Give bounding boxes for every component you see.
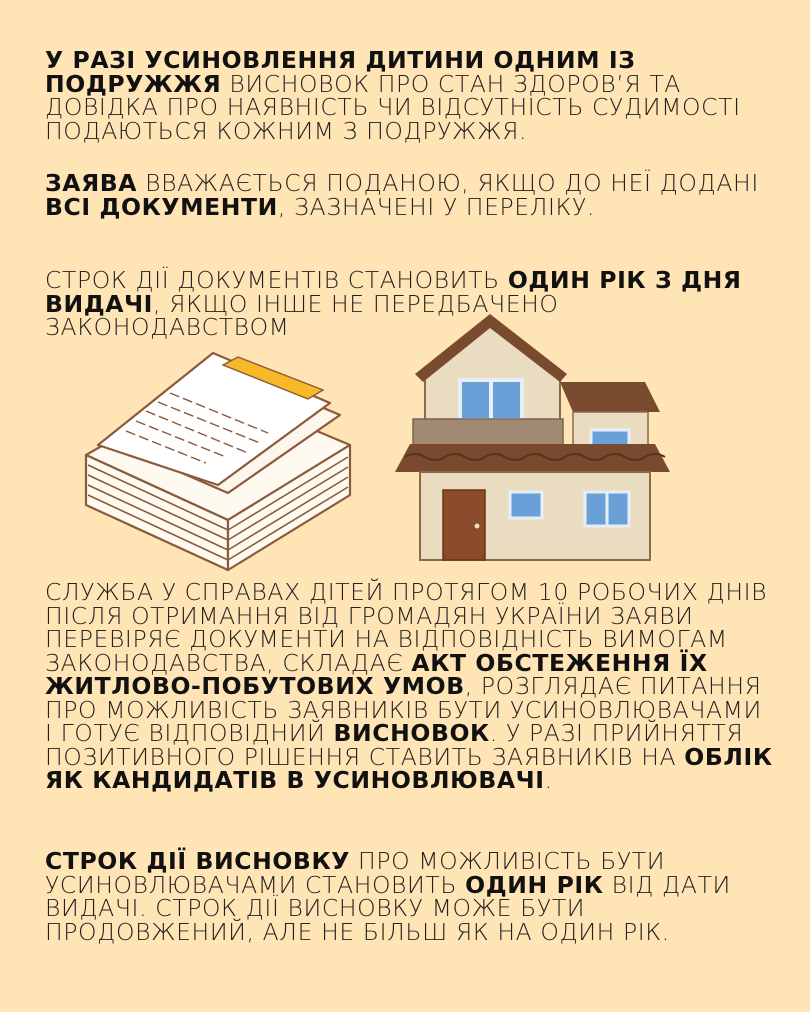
paragraph-bold-text: АКТ ОБСТЕЖЕННЯ ЇХ ЖИТЛОВО-ПОБУТОВИХ УМОВ	[45, 648, 708, 700]
house-icon	[395, 312, 670, 562]
paragraph-text: ВИСНОВОК ПРО СТАН ЗДОРОВ’Я ТА ДОВІДКА ПРО НАЯВНІСТЬ ЧИ ВІДСУТНІСТЬ СУДИМОСТІ ПОДАЮТЬСЯ КОЖНИМ З ПОДРУЖЖЯ.	[45, 69, 741, 145]
paragraph-bold-text: СТРОК ДІЇ ВИСНОВКУ	[45, 847, 350, 875]
paragraph-text: .	[544, 766, 553, 794]
paragraph-text: ВВАЖАЄТЬСЯ ПОДАНОЮ, ЯКЩО ДО НЕЇ ДОДАНІ	[137, 169, 759, 197]
paragraph-text: , ЯКЩО ІНШЕ НЕ ПЕРЕДБАЧЕНО ЗАКОНОДАВСТВОМ	[45, 289, 559, 341]
paragraph-text: , РОЗГЛЯДАЄ ПИТАННЯ ПРО МОЖЛИВІСТЬ ЗАЯВНИКІВ БУТИ УСИНОВЛЮВАЧАМИ І ГОТУЄ ВІДПОВІДНИЙ	[45, 672, 762, 747]
paragraph-text: , ЗАЗНАЧЕНІ У ПЕРЕЛІКУ.	[277, 192, 595, 221]
paragraph-adoption-by-one-spouse	[45, 46, 775, 145]
paragraph-children-service	[45, 578, 775, 794]
paragraph-bold-text: У РАЗІ УСИНОВЛЕННЯ ДИТИНИ ОДНИМ ІЗ ПОДРУЖЖЯ	[45, 46, 636, 98]
paragraph-bold-text: ОДИН РІК	[465, 870, 604, 899]
paragraph-text: ПРО МОЖЛИВІСТЬ БУТИ УСИНОВЛЮВАЧАМИ СТАНОВИТЬ	[45, 847, 666, 899]
paragraph-text: ВІД ДАТИ ВИДАЧІ. СТРОК ДІЇ ВИСНОВКУ МОЖЕ БУТИ ПРОДОВЖЕНИЙ, АЛЕ НЕ БІЛЬШ ЯК НА ОДИН РІК.	[45, 870, 731, 946]
paragraph-text: СЛУЖБА У СПРАВАХ ДІТЕЙ ПРОТЯГОМ 10 РОБОЧИХ ДНІВ ПІСЛЯ ОТРИМАННЯ ВІД ГРОМАДЯН УКРАЇНИ ЗАЯВИ ПЕРЕВІРЯЄ ДОКУМЕНТИ НА ВІДПОВІДНІСТЬ ВИМОГАМ ЗАКОНОДАВСТВА, СКЛАДАЄ	[45, 578, 768, 677]
paragraph-bold-text: ВСІ ДОКУМЕНТИ	[45, 192, 278, 221]
paragraph-bold-text: ЗАЯВА	[45, 169, 138, 197]
paragraph-application-complete	[45, 169, 775, 221]
paragraph-text: СТРОК ДІЇ ДОКУМЕНТІВ СТАНОВИТЬ	[45, 266, 508, 294]
paragraph-text: . У РАЗІ ПРИЙНЯТТЯ ПОЗИТИВНОГО РІШЕННЯ СТАВИТЬ ЗАЯВНИКІВ НА	[45, 719, 744, 771]
paragraph-bold-text: ОБЛІК ЯК КАНДИДАТІВ В УСИНОВЛЮВАЧІ	[45, 742, 773, 794]
paragraph-conclusion-validity	[45, 847, 775, 946]
stack-of-documents-icon	[78, 345, 358, 575]
paragraph-bold-text: ОДИН РІК З ДНЯ ВИДАЧІ	[45, 266, 742, 318]
paragraph-bold-text: ВИСНОВОК	[333, 719, 490, 747]
